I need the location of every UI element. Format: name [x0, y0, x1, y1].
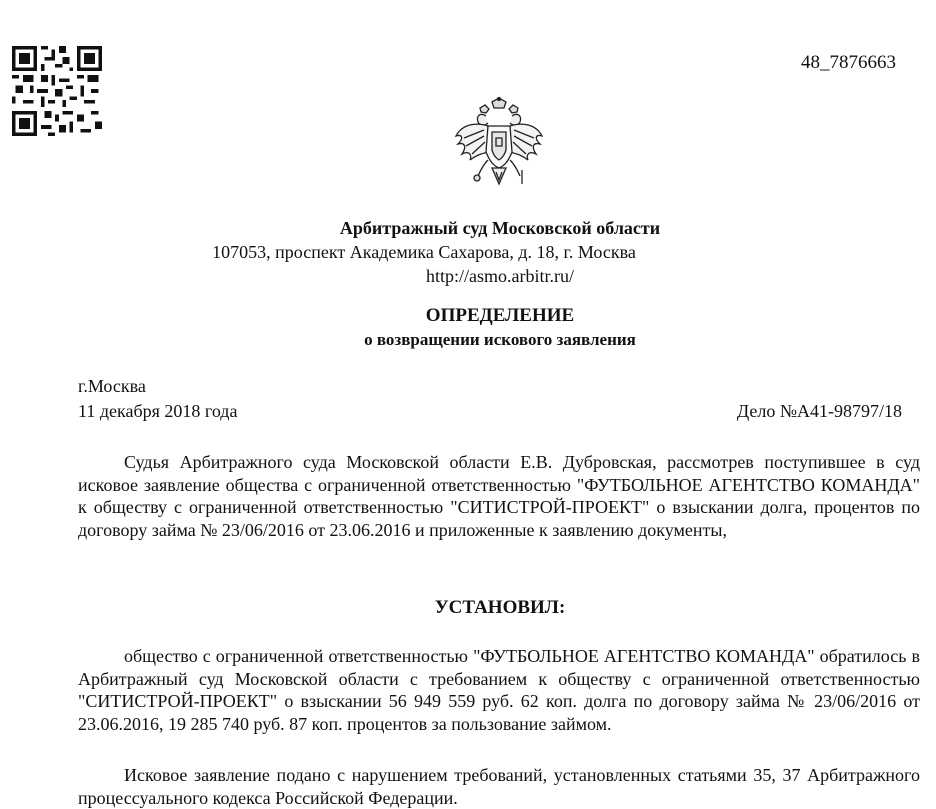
city: г.Москва [78, 376, 146, 396]
document-number: 48_7876663 [801, 52, 896, 73]
section-heading: УСТАНОВИЛ: [434, 597, 566, 618]
case-number: Дело №А41-98797/18 [736, 401, 902, 421]
date: 11 декабря 2018 года [78, 401, 238, 421]
document-title: ОПРЕДЕЛЕНИЕ [425, 305, 575, 326]
court-website: http://asmo.arbitr.ru/ [426, 266, 574, 286]
paragraph-findings: общество с ограниченной ответственностью "ФУТБОЛЬНОЕ АГЕНТСТВО КОМАНДА" обратилось в Арбитражный суд Московской области с требованием к обществу с ограниченной ответственностью "СИТИСТРОЙ-ПРОЕКТ" о взыскании 56 949 559 руб. 62 коп. долга по договору займа № 23/06/2016 от 23.06.2016, 19 285 740 руб. 87 коп. процентов за пользование займом. [78, 646, 920, 734]
coat-of-arms-icon [452, 96, 546, 192]
court-address: 107053, проспект Академика Сахарова, д. 18, г. Москва [212, 242, 636, 262]
paragraph-intro: Судья Арбитражного суда Московской области Е.В. Дубровская, рассмотрев поступившее в суд исковое заявление общества с ограниченной ответственностью "ФУТБОЛЬНОЕ АГЕНТСТВО КОМАНДА" к обществу с ограниченной ответственностью "СИТИСТРОЙ-ПРОЕКТ" о взыскании долга, процентов по договору займа № 23/06/2016 от 23.06.2016 и приложенные к заявлению документы, [78, 452, 920, 540]
court-name: Арбитражный суд Московской области [339, 218, 661, 238]
paragraph-violation: Исковое заявление подано с нарушением требований, установленных статьями 35, 37 Арбитражного процессуального кодекса Российской Федерации. [78, 765, 920, 808]
document-subtitle: о возвращении искового заявления [364, 330, 636, 349]
qr-code-icon [12, 46, 102, 136]
